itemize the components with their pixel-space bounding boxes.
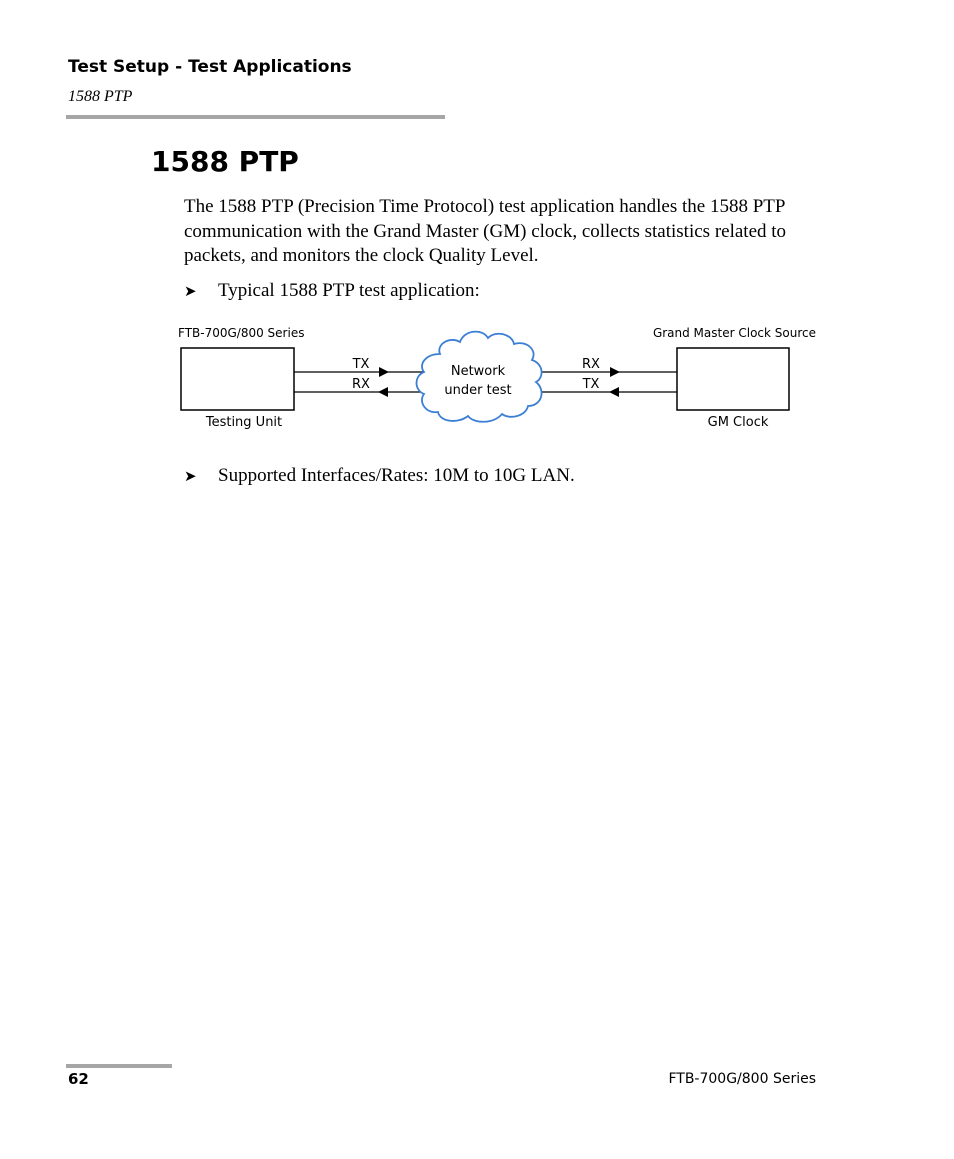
arrow-bullet-icon: ➤ — [184, 469, 197, 485]
bullet-item — [184, 280, 480, 302]
left-device-label: FTB-700G/800 Series — [178, 326, 305, 340]
left-tx-label: TX — [352, 357, 370, 372]
footer-rule — [66, 1064, 172, 1068]
cloud-label-line1: Network — [450, 364, 506, 379]
testing-unit-label: Testing Unit — [205, 415, 283, 430]
right-tx-label: TX — [582, 377, 600, 392]
running-header-subtitle: 1588 PTP — [68, 88, 133, 105]
arrow-bullet-icon: ➤ — [184, 284, 197, 300]
bullet-text: Typical 1588 PTP test application: — [218, 280, 480, 301]
header-rule — [66, 115, 445, 119]
left-rx-label: RX — [352, 377, 370, 392]
cloud-label-line2: under test — [444, 383, 512, 398]
right-rx-label: RX — [582, 357, 600, 372]
running-header-title: Test Setup - Test Applications — [68, 57, 352, 77]
testing-unit-box — [181, 348, 294, 410]
page-number: 62 — [68, 1070, 89, 1088]
right-tx-arrowhead — [609, 387, 619, 397]
ptp-setup-diagram — [170, 318, 830, 438]
footer-product-name: FTB-700G/800 Series — [668, 1071, 816, 1087]
page-title: 1588 PTP — [151, 145, 299, 178]
left-rx-arrowhead — [378, 387, 388, 397]
bullet-text: Supported Interfaces/Rates: 10M to 10G LAN. — [218, 465, 575, 486]
bullet-item — [184, 465, 575, 487]
right-device-label: Grand Master Clock Source — [652, 326, 816, 340]
gm-clock-box — [677, 348, 789, 410]
gm-clock-label: GM Clock — [707, 415, 769, 430]
intro-paragraph: The 1588 PTP (Precision Time Protocol) test application handles the 1588 PTP communication with the Grand Master (GM) clock, collects statistics related to packets, and monitors the clock Quality Level. — [184, 196, 787, 266]
